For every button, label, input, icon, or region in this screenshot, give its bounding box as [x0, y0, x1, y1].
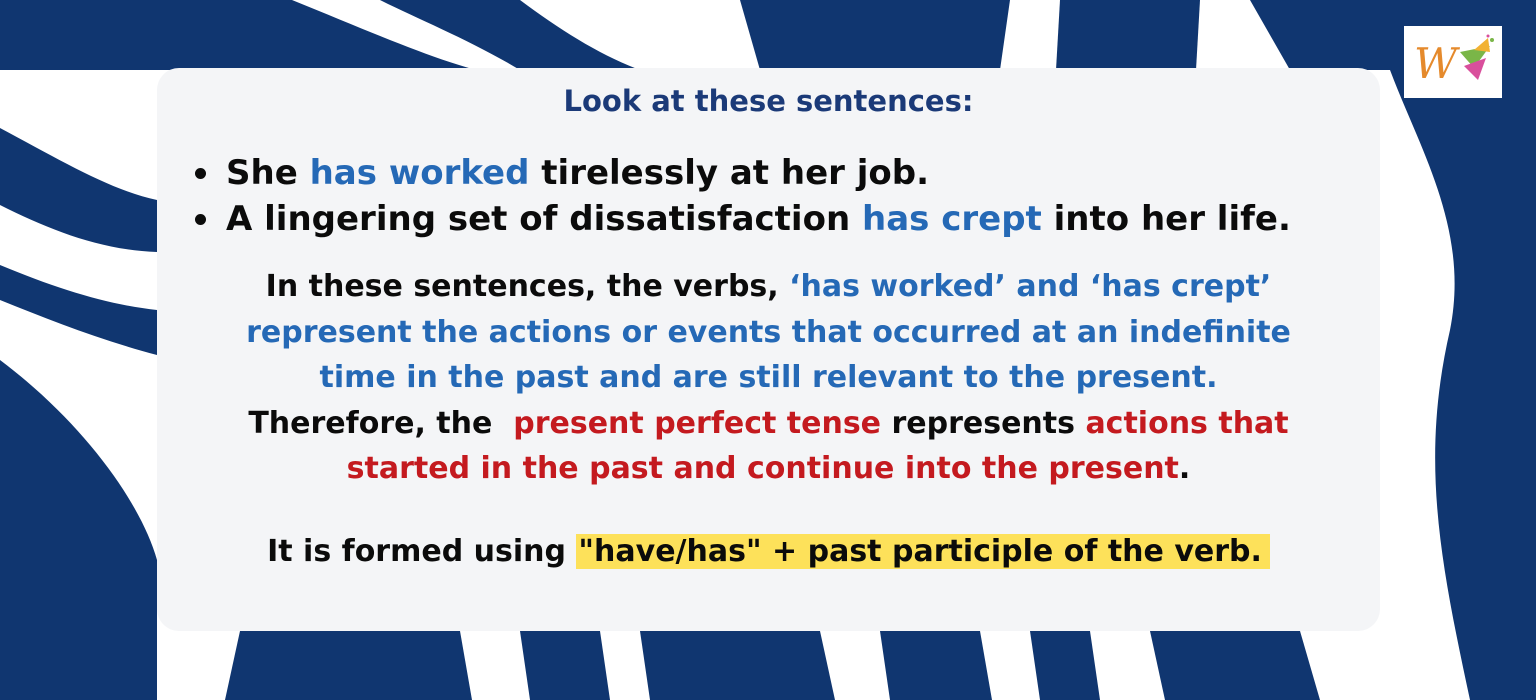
verb-highlight: has worked — [309, 153, 530, 193]
logo-letter: W — [1414, 39, 1458, 88]
brand-logo — [1404, 26, 1502, 98]
list-item: A lingering set of dissatisfaction has crept into her life. — [193, 196, 1291, 242]
example-sentence-list — [193, 150, 1291, 242]
page-heading: Look at these sentences: — [563, 84, 974, 118]
formation-rule: It is formed using "have/has" + past participle of the verb. — [157, 529, 1380, 575]
list-item: She has worked tirelessly at her job. — [193, 150, 1291, 196]
verb-highlight: has crept — [862, 199, 1042, 239]
formula-highlight: "have/has" + past participle of the verb. — [576, 534, 1269, 569]
explanation-paragraph: In these sentences, the verbs, ‘has worked’ and ‘has crept’ represent the actions or events that occurred at an indefinite time in the past and are still relevant to the present. Therefore, the present perfect tense represents actions that started in the past and continue into the present. — [246, 269, 1291, 486]
w-logo-icon — [1404, 26, 1502, 98]
tense-name-highlight: present perfect tense — [513, 405, 882, 441]
lesson-content — [157, 68, 1380, 631]
